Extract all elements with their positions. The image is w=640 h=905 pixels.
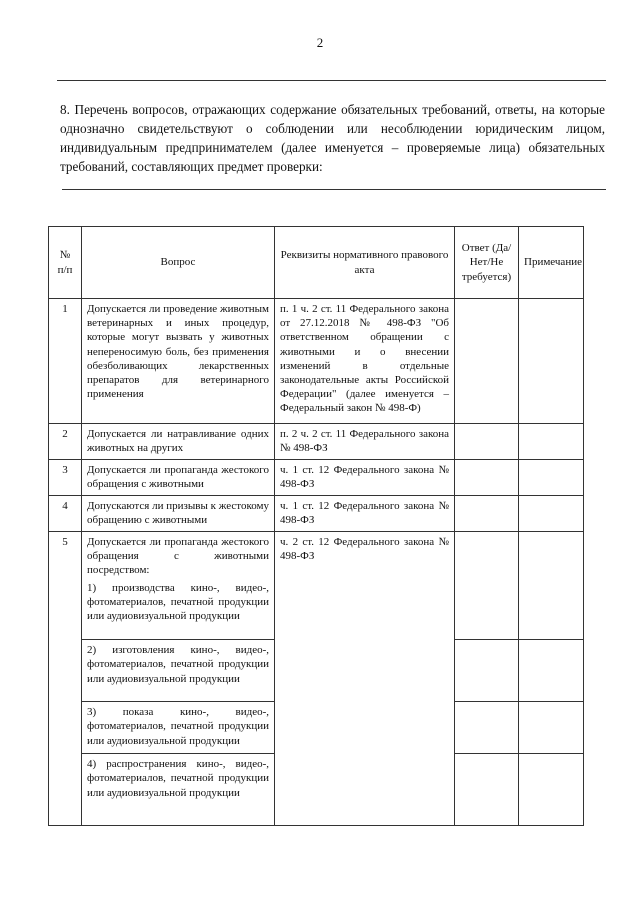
- row-requisites: п. 1 ч. 2 ст. 11 Федерального закона от 27.12.2018 № 498-ФЗ "Об ответственном обращении с животными и о внесении изменений в отдельные законодательные акты Российской Федерации" (далее именуется – Федеральный закон № 498-Ф): [275, 299, 455, 424]
- note-cell[interactable]: [519, 460, 584, 496]
- answer-cell[interactable]: [455, 702, 519, 754]
- subitem: 3) показа кино-, видео-, фотоматериалов, печатной продукции или аудиовизуальной продукции: [82, 702, 275, 754]
- table-row: [49, 299, 584, 424]
- table-header-row: [49, 227, 584, 299]
- checklist-table: [48, 226, 584, 826]
- subitem: 4) распространения кино-, видео-, фотоматериалов, печатной продукции или аудиовизуальной продукции: [82, 754, 275, 826]
- answer-cell[interactable]: [455, 299, 519, 424]
- header-requisites: Реквизиты нормативного правового акта: [275, 227, 455, 299]
- row-num: 3: [49, 460, 82, 496]
- table-row: [49, 532, 584, 578]
- row-question: Допускается ли пропаганда жестокого обращения с животными: [82, 460, 275, 496]
- row-question: Допускается ли натравливание одних животных на других: [82, 424, 275, 460]
- answer-cell[interactable]: [455, 496, 519, 532]
- answer-cell[interactable]: [455, 460, 519, 496]
- row-requisites: ч. 1 ст. 12 Федерального закона № 498-ФЗ: [275, 496, 455, 532]
- row-requisites: п. 2 ч. 2 ст. 11 Федерального закона № 498-ФЗ: [275, 424, 455, 460]
- intro-paragraph: [60, 100, 605, 176]
- note-cell[interactable]: [519, 424, 584, 460]
- intro-text: 8. Перечень вопросов, отражающих содержание обязательных требований, ответы, на которые однозначно свидетельствуют о соблюдении или несоблюдении юридическим лицом, индивидуальным предпринимателем (далее именуется – проверяемые лица) обязательных требований, составляющих предмет проверки:: [60, 102, 605, 174]
- table-row: [49, 460, 584, 496]
- answer-cell[interactable]: [455, 424, 519, 460]
- top-rule: [57, 80, 606, 81]
- row-question: Допускается ли проведение животным ветеринарных и иных процедур, которые могут вызвать у животных непереносимую боль, без применения обезболивающих лекарственных препаратов для ветеринарного применения: [82, 299, 275, 424]
- header-num: № п/п: [49, 227, 82, 299]
- row-num: 4: [49, 496, 82, 532]
- table-row: [49, 496, 584, 532]
- subitem: 1) производства кино-, видео-, фотоматериалов, печатной продукции или аудиовизуальной продукции: [82, 578, 275, 640]
- row-requisites: ч. 1 ст. 12 Федерального закона № 498-ФЗ: [275, 460, 455, 496]
- note-cell[interactable]: [519, 702, 584, 754]
- row-question: Допускаются ли призывы к жестокому обращению с животными: [82, 496, 275, 532]
- row-requisites: ч. 2 ст. 12 Федерального закона № 498-ФЗ: [275, 532, 455, 826]
- header-note: Примечание: [519, 227, 584, 299]
- header-question: Вопрос: [82, 227, 275, 299]
- answer-cell[interactable]: [455, 532, 519, 640]
- subitem: 2) изготовления кино-, видео-, фотоматериалов, печатной продукции или аудиовизуальной продукции: [82, 640, 275, 702]
- row-num: 2: [49, 424, 82, 460]
- page-number: 2: [316, 35, 324, 50]
- row-num: 5: [49, 532, 82, 826]
- note-cell[interactable]: [519, 640, 584, 702]
- header-answer: Ответ (Да/ Нет/Не требуется): [455, 227, 519, 299]
- answer-cell[interactable]: [455, 754, 519, 826]
- answer-cell[interactable]: [455, 640, 519, 702]
- row-num: 1: [49, 299, 82, 424]
- row-question: Допускается ли пропаганда жестокого обращения с животными посредством:: [82, 532, 275, 578]
- intro-underline: [62, 189, 606, 190]
- table-row: [49, 424, 584, 460]
- note-cell[interactable]: [519, 532, 584, 640]
- note-cell[interactable]: [519, 496, 584, 532]
- note-cell[interactable]: [519, 299, 584, 424]
- note-cell[interactable]: [519, 754, 584, 826]
